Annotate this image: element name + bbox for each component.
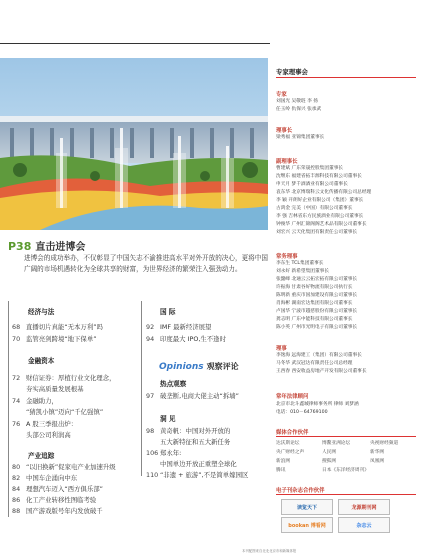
board-line: 袁东华 北京博瑞科云文化传播有限公司总经理 [276,190,372,195]
board-line: 古鸿金 完美（中国）有限公司董事长 [276,206,353,211]
page-number: 80 [12,463,21,471]
toc-item[interactable] [12,474,77,483]
page-number: 76 [12,420,21,428]
toc-item-text: 监管亮剑跨境“地下保单” [26,335,97,343]
toc-item[interactable] [12,463,116,472]
toc-item-text: 黄奇帆：中国对外开放的 [160,427,231,435]
cover-story-title[interactable] [8,238,85,253]
page-number: 82 [12,474,21,482]
page-number: 74 [12,397,21,405]
partner: 新华网 [370,450,385,455]
toc-item-cont[interactable] [146,438,230,447]
toc-mid-divider [141,301,142,476]
board-line: 王西春 西安收益房地产开发有限公司董事长 [276,369,367,374]
board-line: 陈明新 重庆市国加建设有限公司董事长 [276,293,358,298]
toc-item-text: “非遗 + 旅游”,不是简单嫁园区 [160,471,249,479]
toc-item-text: “猜凯小镇”迈向“千亿强镇” [26,408,104,416]
role-executive: 常务理事 [276,254,298,260]
cover-page-number: P38 [8,240,32,253]
opinions-cn: 观察评论 [206,362,239,371]
toc-item[interactable] [146,427,230,436]
section-insights: 洞 见 [160,415,176,423]
page-number: 98 [146,427,155,435]
toc-item[interactable] [12,496,96,505]
partner: 凤凰网 [370,459,385,464]
toc-item[interactable] [12,335,97,344]
section-industry: 产业追踪 [28,452,55,460]
ebook-logo-dulan[interactable]: 读览天下 [281,499,333,515]
toc-item[interactable] [12,374,115,383]
toc-item[interactable] [146,471,248,480]
role-vice-chairman: 副理事长 [276,159,298,165]
board-line: 许振海 甘肃谷好物流有限公司执行长 [276,285,353,290]
page-number: 106 [146,449,159,457]
toc-item[interactable] [146,392,239,401]
toc-item-text: 中国单边开放正重塑全球化 [160,460,237,468]
board-line: 李逸海 远海建工（集团）有限公司董事长 [276,353,362,358]
board-title: 专家理事会 [276,68,308,76]
ebook-logo-zazhiyun[interactable]: 杂志云 [338,517,390,533]
toc-item[interactable] [146,335,226,344]
board-line: 任玉岭 仇保兴 张承武 [276,107,322,112]
toc-item-text: 财信证券：厚植行业文化理念， [26,374,116,382]
cover-title-text: 直击进博会 [35,242,86,253]
board-line: 肖海彬 湖南宏达集团有限公司董事长 [276,301,353,306]
toc-item-text: IMF 最新经济展望 [160,323,212,331]
toc-item-text: 印度最大 IPO,生不逢时 [160,335,226,343]
board-line: 刘国光 吴敬琏 李 扬 [276,99,318,104]
board-line: 刘宏兴 云天化集团有限责任公司董事长 [276,230,358,235]
partners-title: 媒体合作伙伴 [276,430,309,436]
ebook-title: 电子刊杂志合作伙伴 [276,488,325,494]
board-line: 卢国华 宁波市越慈股份有限公司董事长 [276,309,358,314]
ebook-logo-longyuan[interactable]: 龙源期刊网 [338,499,390,515]
board-line: 马冬华 武汉冠达有限责任公司总经理 [276,361,353,366]
partner: 搜狐网 [322,459,337,464]
toc-item-text: 中国车企涌向中东 [26,474,78,482]
toc-item-cont[interactable] [12,385,84,394]
page-number: 86 [12,496,21,504]
page-number: 88 [12,507,21,515]
toc-item[interactable] [12,397,58,406]
partner: 腾讯 [276,468,286,473]
ebook-logo-bookan[interactable]: bookan 博看网 [281,517,333,533]
board-line: 沈继东 福建省拓丰源科技有限公司董事长 [276,174,362,179]
toc-item-text: 五大新特征和五大新任务 [160,438,231,446]
page-number: 94 [146,335,155,343]
board-line: 钟俊华 广州汇锦阁阁艺术品有限公司董事长 [276,222,367,227]
toc-item-cont[interactable] [12,408,103,417]
partner: 博鳌亚洲论坛 [322,441,351,446]
toc-item-text: 直播切片真能“无本万利”吗 [26,323,103,331]
page-number: 72 [12,374,21,382]
board-line: 曹建斌 广东荣晟控股集团董事长 [276,166,344,171]
page-number: 84 [12,485,21,493]
board-line: 申天月 梦千酒酒业有限公司董事长 [276,182,348,187]
toc-item-text: 郑永年: [160,449,182,457]
legal-title: 常年法律顾问 [276,394,309,400]
section-hot-topics: 热点观察 [160,380,187,388]
toc-left-divider [8,301,9,517]
page-number: 70 [12,335,21,343]
legal-line: 北京市北斗鑫城律师事务所 律师 刘梦涵 [276,402,359,407]
toc-item-text: 化工产业转移性图临考验 [26,496,97,504]
toc-item[interactable] [12,420,77,429]
page-number: 97 [146,392,155,400]
role-director: 理事 [276,346,287,352]
opinions-en: Opinions [159,362,204,372]
toc-item-text: 国产游戏版号年内发放破千 [26,507,103,515]
partner: 人民网 [322,450,337,455]
board-rule [276,77,416,78]
board-line: 陈小英 广州市光明电子有限公司董事长 [276,325,358,330]
section-international: 国 际 [160,308,176,316]
opinions-header [159,361,239,372]
section-finance: 金融资本 [28,357,55,365]
toc-item[interactable] [146,449,181,458]
toc-item[interactable] [12,323,103,332]
toc-item-text: 理想汽车迈入“西方俱乐部” [26,485,103,493]
board-line: 李东生 TCL集团董事长 [276,261,324,266]
toc-item-cont[interactable] [146,460,237,469]
toc-item-text: 破垄断,电商大佬主动“拆墙” [160,392,239,400]
role-chairman: 理事长 [276,128,293,134]
toc-item-text: 金融助力， [26,397,58,405]
partners-rule [276,436,416,437]
partner: 央视财经频道 [370,441,399,446]
cover-photo [0,58,268,230]
ebook-rule [276,494,416,495]
partner: 达沃斯论坛 [276,441,300,446]
page-number: 92 [146,323,155,331]
legal-phone: 电话：010－64769100 [276,410,328,415]
top-rule [0,43,270,44]
partner: 新浪网 [276,459,291,464]
toc-item-text: A 股三季报出炉： [26,420,78,428]
partner: 日本《东洋经济周刊》 [322,468,369,473]
role-experts: 专家 [276,92,287,98]
section-economy-law: 经济与法 [28,308,55,316]
page-number: 68 [12,323,21,331]
cover-summary: 进博会的成功举办，不仅彰显了中国矢志不渝推进高水平对外开放的决心，更将中国广阔的市场机遇转化为全球共享的财富，为世界经济的繁荣注入强劲动力。 [24,254,268,273]
toc-item[interactable] [12,507,103,516]
board-line: 梁秀福 亚锦集团董事长 [276,135,325,140]
board-line: 李 颖 开朗好企业有限公司（集团）董事长 [276,198,364,203]
board-line: 龚志明 广东中能科技有限公司董事长 [276,317,353,322]
toc-item[interactable] [12,485,103,494]
board-line: 李 强 吉林省东方民族酒业有限公司董事长 [276,214,364,219]
toc-item-text: “以旧换新”促家电产业加速升级 [26,463,116,471]
board-line: 张懿峰 北通云云拓宏拓有限公司董事长 [276,277,358,282]
partner: 央广财经之声 [276,450,305,455]
toc-item[interactable] [146,323,211,332]
board-line: 刘永好 新希望集团董事长 [276,269,330,274]
toc-item-text: 夯实高质量发展根基 [26,385,84,393]
page-number: 110 [146,471,159,479]
toc-item-text: 头部公司利润高 [26,431,71,439]
toc-item-cont[interactable] [12,431,71,440]
footer-note: 本刊配图来自北北北京市和新媒体报 [242,549,297,553]
